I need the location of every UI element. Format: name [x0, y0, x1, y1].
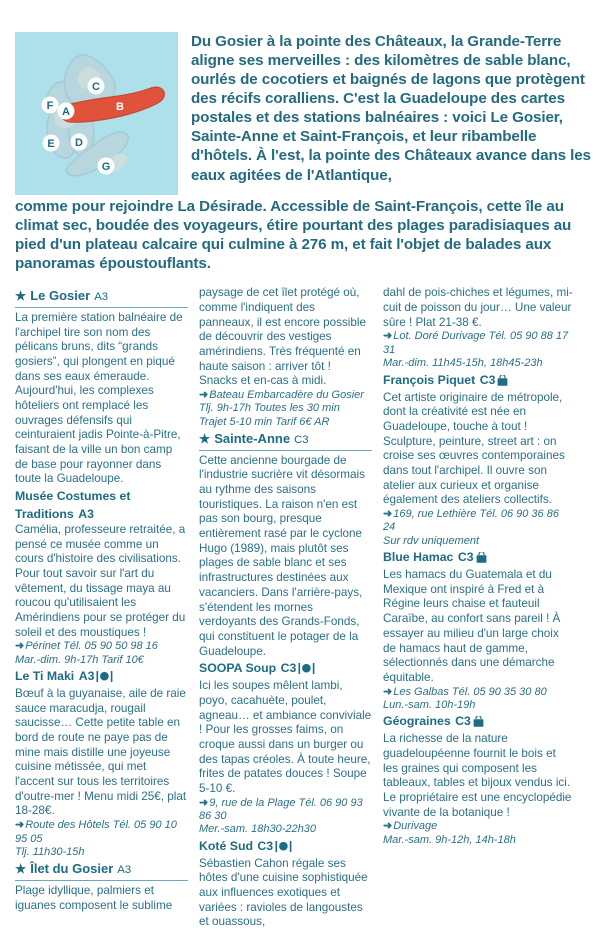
place-address: ➜Durivage	[383, 820, 438, 833]
place-address: ➜9, rue de la Plage Tél. 06 90 93 86 30	[199, 796, 363, 822]
arrow-icon: ➜	[15, 819, 25, 832]
arrow-icon: ➜	[383, 685, 393, 698]
place-hours: Mer.-sam. 18h30-22h30	[199, 823, 316, 836]
star-icon: ★	[15, 861, 27, 876]
place-name: Le Ti Maki	[15, 669, 75, 684]
place-address: ➜169, rue Lethière Tél. 06 90 36 86 24	[383, 507, 559, 534]
place-entry-geograines	[383, 712, 573, 732]
place-hours: Tlj. 9h-17h Toutes les 30 min	[199, 402, 340, 415]
place-description-continued: dahl de pois-chiches et légumes, mi-cuit de poisson du jour… Une valeur sûre ! Plat 21-38 €.	[383, 286, 573, 329]
svg-text:B: B	[116, 101, 124, 113]
place-hours: Lun.-sam. 10h-19h	[383, 698, 476, 711]
section-divider	[15, 307, 188, 308]
place-address: ➜Lot. Doré Durivage Tél. 05 90 88 17 31	[383, 330, 569, 356]
map-ref: A3	[117, 864, 132, 877]
section-title: Le Gosier	[30, 288, 91, 304]
intro-paragraph-continued: comme pour rejoindre La Désirade. Accessible de Saint-François, cette île au climat sec, boudée des voyageurs, étire pourtant des plages paradisiaques au pied d'un plateau calcaire qui culmine à 276 m, et fait l'objet de balades aux panoramas époustouflants.	[15, 198, 572, 273]
place-name: François Piquet	[383, 372, 476, 387]
star-icon: ★	[199, 431, 211, 446]
star-icon: ★	[15, 288, 27, 303]
region-map-image	[15, 32, 178, 195]
shopping-bag-icon	[473, 714, 484, 732]
intro-row	[15, 32, 600, 195]
place-description: La richesse de la nature guadeloupéenne fournit le bois et les graines qui composent les tableaux, tables et bijoux vendus ici. Le propriétaire est une encyclopédie vivante de la botanique !	[383, 732, 572, 819]
place-hours: Sur rdv uniquement	[383, 534, 479, 547]
restaurant-icon	[96, 669, 113, 687]
map-ref: A3	[78, 669, 95, 684]
section-body-text: Cette ancienne bourgade de l'industrie sucrière vit désormais au rythme des saisons touristiques. La raison n'en est pas son bourg, presque entièrement rasé par le cyclone Hugo (1989), mais plutôt ses plages de sable blanc et ses infrastructures destinées aux vacanciers. Dans l'arrière-pays, s'étendent les mornes verdoyants des Grands-Fonds, qui constituent le potager de la Guadeloupe.	[199, 453, 365, 658]
svg-text:C: C	[92, 81, 100, 93]
restaurant-icon	[275, 839, 292, 857]
intro-paragraph: Du Gosier à la pointe des Châteaux, la Grande-Terre aligne ses merveilles : des kilomètres de sable blanc, ourlés de cocotiers et baignés de lagons que protègent des récifs coralliens. C'est la Guadeloupe des cartes postales et des stations balnéaires : voici Le Gosier, Sainte-Anne et Saint-François, et leur ribambelle d'hôtels. À l'est, la pointe des Châteaux avance dans les eaux agitées de l'Atlantique,	[191, 33, 591, 184]
place-name: Koté Sud	[199, 838, 253, 853]
restaurant-icon	[298, 661, 315, 679]
place-name: Géograines	[383, 714, 451, 729]
place-entry-kote-sud	[199, 837, 372, 857]
place-address: ➜Périnet Tél. 05 90 50 98 16	[15, 640, 158, 653]
section-divider	[199, 450, 372, 451]
map-ref: C3	[457, 550, 474, 565]
map-ref: A3	[94, 291, 109, 304]
svg-text:G: G	[101, 161, 111, 173]
place-entry-soopa-soup	[199, 659, 372, 679]
place-entry-blue-hamac	[383, 548, 573, 568]
place-entry-francois-piquet	[383, 371, 573, 391]
place-description: Bœuf à la guyanaise, aile de raie sauce maracudja, rougail saucisse… Cette petite table en bord de route ne paye pas de mine mais distille une joyeuse cuisine métissée, qui met l'accent sur tous les territoires d'outre-mer ! Menu midi 25€, plat 18-28€.	[15, 687, 187, 818]
arrow-icon: ➜	[383, 507, 393, 520]
section-heading-sainte-anne	[199, 432, 372, 447]
place-description: Camélia, professeure retraitée, a pensé ce musée comme un cours d'histoire des civilisations. Pour tout savoir sur l'art du vêtement, du tissage maya au roucou qu'utilisaient les Amérindiens pour se protéger du soleil et des moustiques !	[15, 522, 186, 639]
place-address: ➜Bateau Embarcadère du Gosier	[199, 389, 364, 402]
column-2	[199, 286, 383, 930]
place-name: SOOPA Soup	[199, 661, 277, 676]
map-ref: C3	[479, 372, 496, 387]
svg-text:A: A	[62, 106, 70, 118]
section-divider	[15, 880, 188, 881]
svg-text:E: E	[47, 138, 55, 150]
place-hours: Tlj. 11h30-15h	[15, 845, 85, 858]
arrow-icon: ➜	[15, 640, 25, 653]
section-body-text: Plage idyllique, palmiers et iguanes composent le sublime	[15, 883, 173, 912]
svg-text:D: D	[75, 137, 83, 149]
section-heading-ilet-du-gosier	[15, 862, 188, 877]
place-description: Ici les soupes mêlent lambi, poyo, cacahuète, poulet, agneau… et ambiance conviviale ! Pour les grosses faims, on croque aussi dans un burger ou des tapas créoles. À toute heure, frites de patates douces ! Soupe 5-10 €.	[199, 679, 372, 795]
place-description: Sébastien Cahon régale ses hôtes d'une cuisine sophistiquée aux influences exotiques et variées : ravioles de langoustes et ouassous,	[199, 856, 368, 929]
map-ref: C3	[455, 714, 471, 729]
arrow-icon: ➜	[199, 389, 209, 402]
place-name: Musée Costumes et Traditions	[15, 488, 131, 521]
place-hours: Mar.-dim. 11h45-15h, 18h45-23h	[383, 357, 543, 370]
section-body-text: La première station balnéaire de l'archipel tire son nom des pélicans bruns, dits “grands gosiers”, qui plongent en piqué dans ses eaux émeraude. Aujourd'hui, les complexes hôteliers ont remplacé les ouvrages défensifs qui ceinturaient jadis Pointe-à-Pitre, faisant de la ville un bon camp de base pour rayonner dans toute la Guadeloupe.	[15, 310, 183, 486]
svg-text:F: F	[46, 100, 54, 112]
column-1	[15, 286, 199, 913]
place-hours: Mar.-dim. 9h-17h Tarif 10€	[15, 653, 144, 666]
place-address: ➜Les Galbas Tél. 05 90 35 30 80	[383, 685, 547, 698]
place-entry-musee	[15, 487, 188, 523]
map-ref: A3	[78, 506, 94, 521]
map-ref: C3	[257, 838, 274, 853]
column-3	[383, 286, 573, 847]
three-column-body	[0, 286, 615, 930]
section-body-continued: paysage de cet îlet protégé où, comme l'indiquent des panneaux, il est encore possible de découvrir des vestiges amérindiens. Très fréquenté en haute saison : arriver tôt ! Snacks et en-cas à midi.	[199, 286, 366, 388]
shopping-bag-icon	[476, 550, 487, 568]
place-name: Blue Hamac	[383, 550, 454, 565]
place-trip-info: Trajet 5-10 min Tarif 6€ AR	[199, 415, 330, 428]
section-title: Sainte-Anne	[214, 431, 291, 447]
arrow-icon: ➜	[383, 330, 393, 343]
place-entry-le-ti-maki	[15, 667, 188, 687]
shopping-bag-icon	[497, 373, 508, 391]
section-heading-le-gosier	[15, 289, 188, 304]
place-description: Les hamacs du Guatemala et du Mexique ont inspiré à Fred et à Régine leurs chaise et fauteuil Caraïbe, au confort sans pareil ! À essayer au milieu d'un large choix de hamacs haut de gamme, sélectionnés dans une démarche équitable.	[383, 568, 561, 684]
map-ref: C3	[280, 661, 297, 676]
place-hours: Mar.-sam. 9h-12h, 14h-18h	[383, 833, 516, 846]
intro-block	[0, 0, 615, 273]
section-title: Îlet du Gosier	[30, 861, 114, 877]
map-ref: C3	[294, 434, 309, 447]
arrow-icon: ➜	[383, 820, 393, 833]
arrow-icon: ➜	[199, 796, 209, 809]
place-description: Cet artiste originaire de métropole, dont la créativité est née en Guadeloupe, touche à tout ! Sculpture, peinture, street art : on croise ses œuvres contemporaines dans tout l'archipel. Il ouvre son atelier aux curieux et organise également des ateliers collectifs.	[383, 390, 565, 507]
place-address: ➜Route des Hôtels Tél. 05 90 10 95 05	[15, 819, 177, 845]
